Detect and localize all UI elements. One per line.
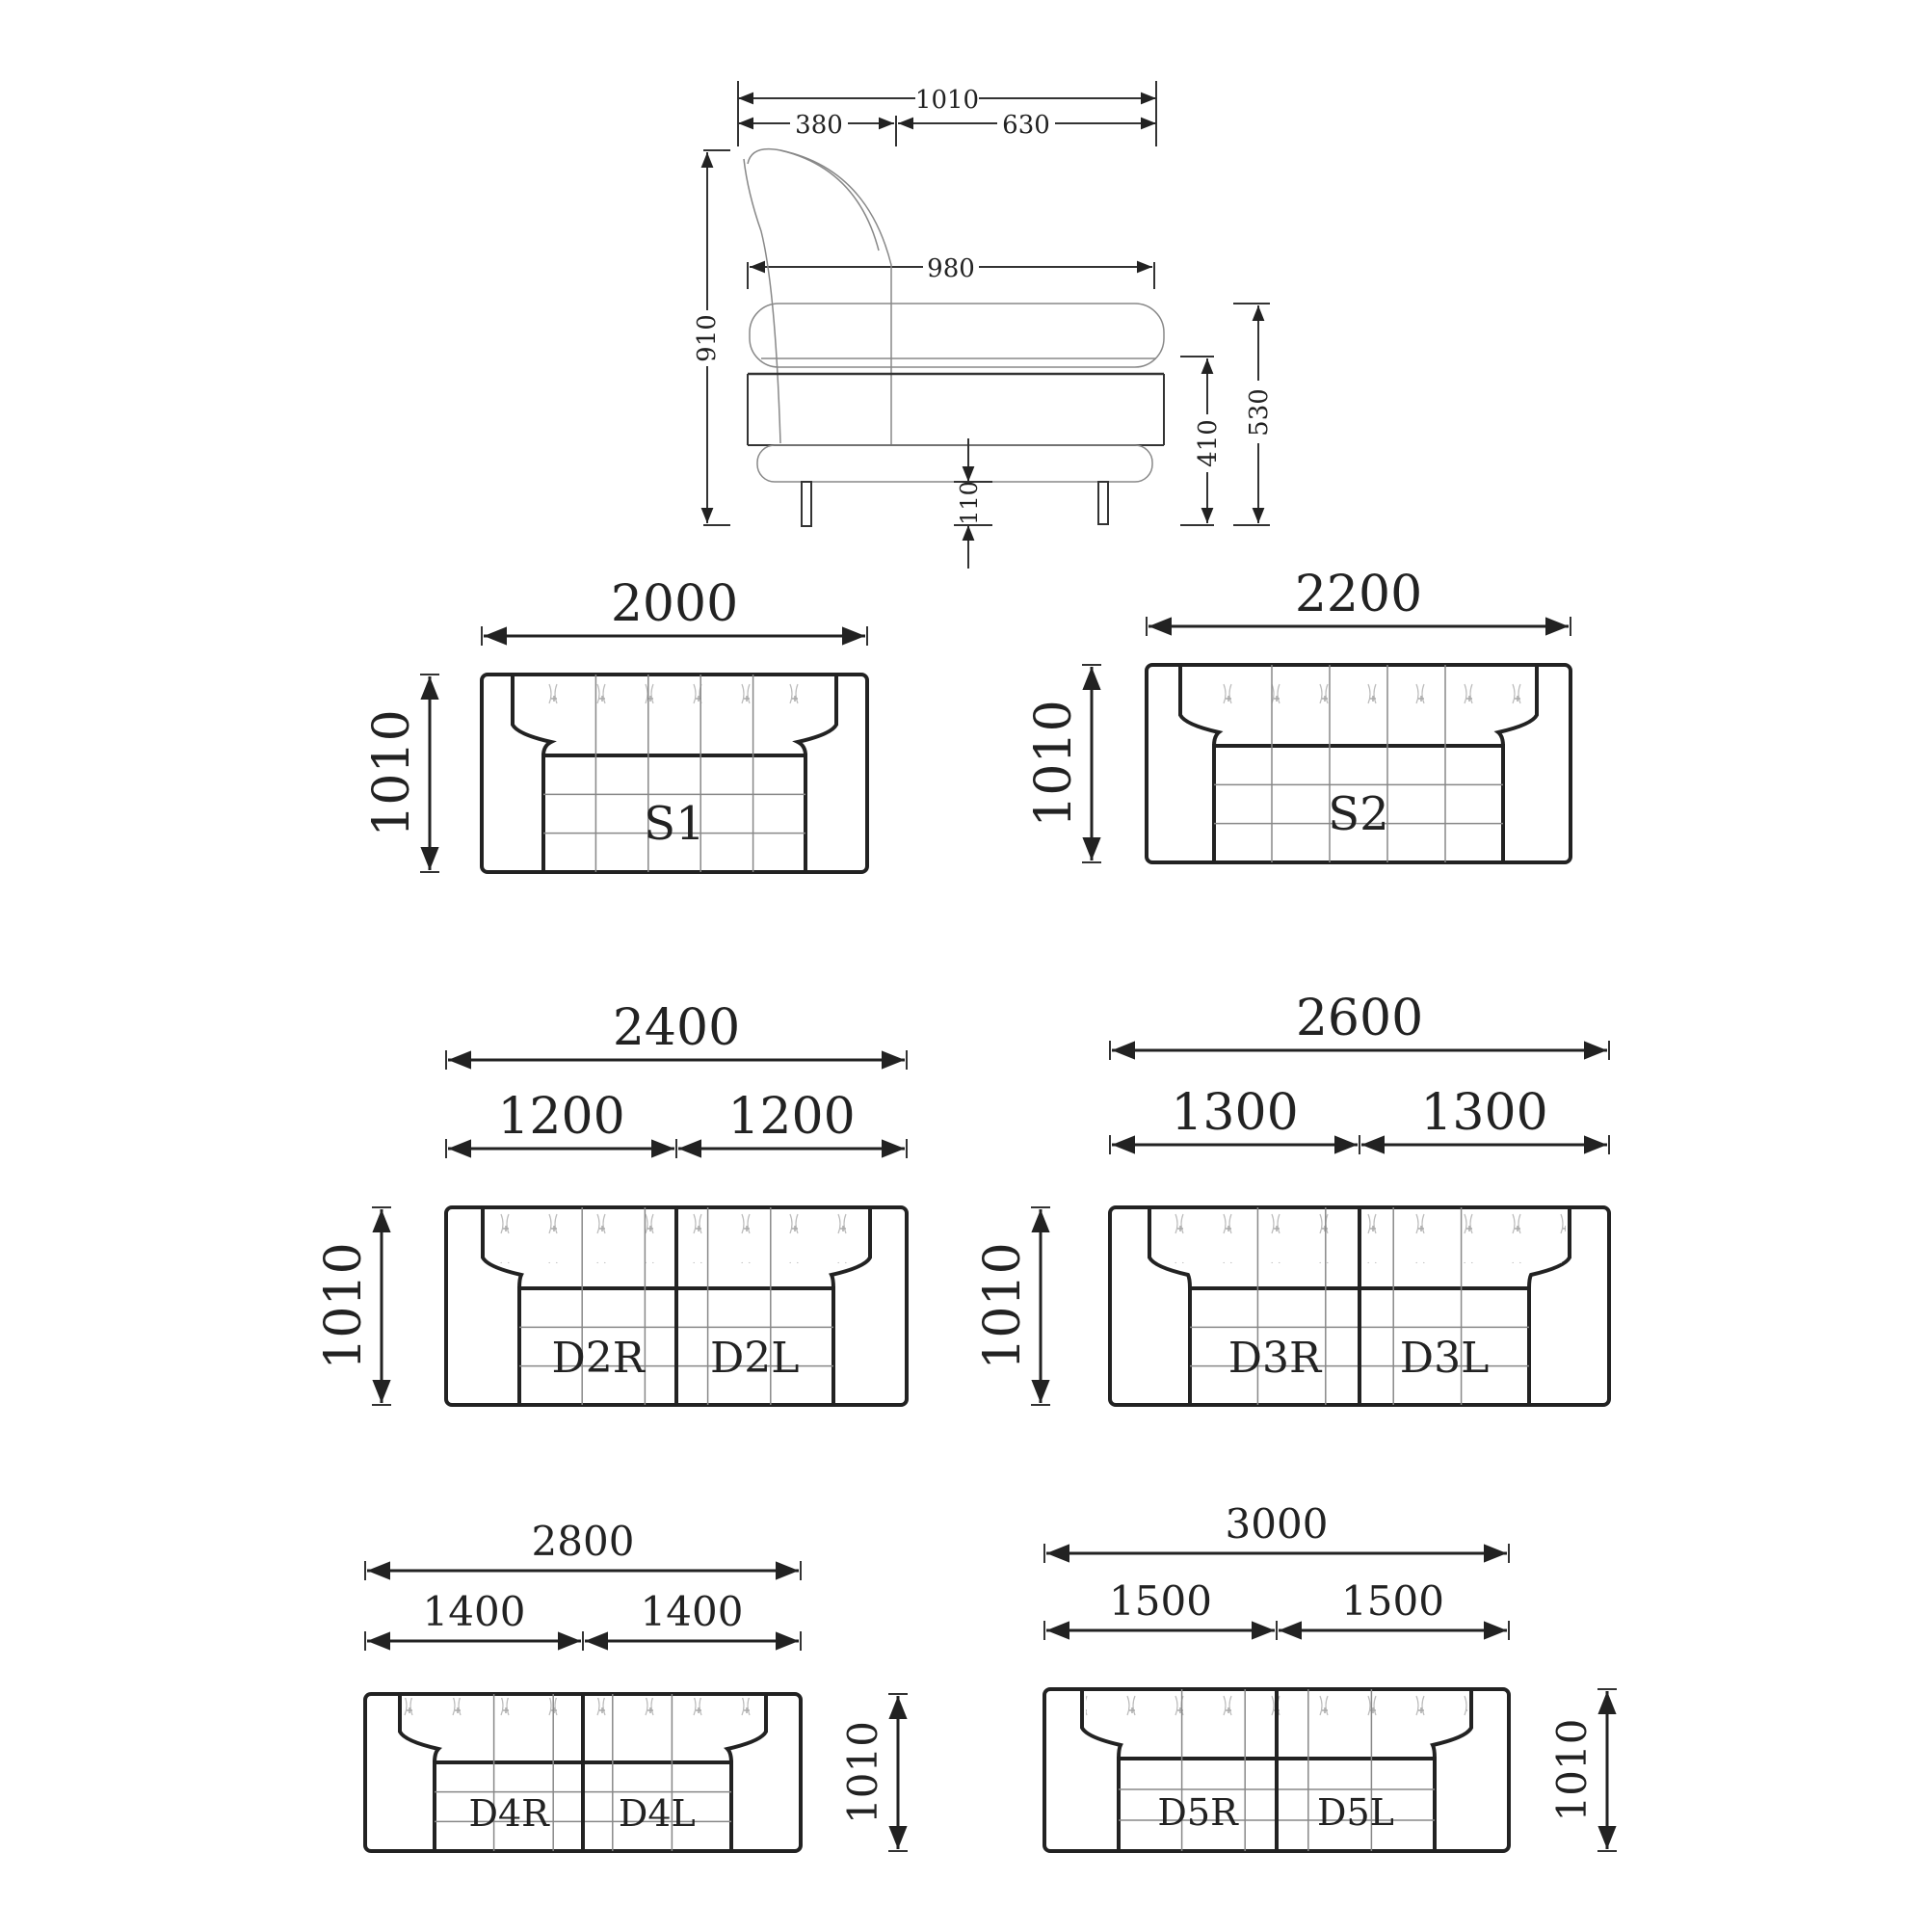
dim-seat-inner xyxy=(748,254,1154,289)
plan-d4 xyxy=(365,1518,908,1851)
dim-seat-top-height xyxy=(1233,304,1274,525)
plan-s2 xyxy=(1025,566,1571,862)
depth-label: 1010 xyxy=(1025,700,1083,828)
dim-back-seat-depth xyxy=(738,111,1156,146)
leg-height-label: 110 xyxy=(956,481,983,525)
module-label: D2L xyxy=(710,1334,800,1384)
dim-seat-height xyxy=(1180,357,1223,525)
module-width-label: 1500 xyxy=(1109,1577,1212,1625)
module-label: D4R xyxy=(468,1792,549,1836)
module-label: S2 xyxy=(1328,787,1389,842)
plan-d5 xyxy=(1044,1500,1617,1851)
module-label: D2R xyxy=(551,1334,645,1384)
depth-label: 1010 xyxy=(363,709,421,837)
plan-s1 xyxy=(363,575,867,872)
overall-width-label: 2200 xyxy=(1294,566,1423,623)
module-width-label: 1200 xyxy=(497,1088,625,1146)
module-width-label: 1500 xyxy=(1341,1577,1444,1625)
module-label: D5L xyxy=(1316,1791,1394,1835)
overall-depth-label: 1010 xyxy=(914,86,980,115)
seat-height-label: 410 xyxy=(1194,419,1223,467)
plan-views xyxy=(315,566,1617,1851)
overall-width-label: 3000 xyxy=(1225,1500,1329,1548)
depth-label: 1010 xyxy=(974,1242,1032,1370)
module-width-label: 1400 xyxy=(422,1588,526,1635)
module-label: D3L xyxy=(1399,1334,1490,1384)
module-label: D3R xyxy=(1227,1334,1322,1384)
overall-height-label: 910 xyxy=(693,314,722,362)
overall-width-label: 2600 xyxy=(1295,990,1424,1047)
module-width-label: 1300 xyxy=(1420,1084,1548,1142)
dim-overall-height xyxy=(693,150,730,525)
seat-depth-label: 630 xyxy=(1002,111,1050,140)
overall-width-label: 2000 xyxy=(610,575,739,633)
backrest-tufting xyxy=(516,678,832,730)
side-view xyxy=(693,81,1274,569)
plan-d2 xyxy=(315,999,907,1405)
overall-width-label: 2400 xyxy=(612,999,741,1057)
sofa-side-profile xyxy=(744,149,1164,526)
module-width-label: 1300 xyxy=(1171,1084,1299,1142)
module-label: D4L xyxy=(618,1792,696,1836)
back-depth-label: 380 xyxy=(795,111,843,140)
module-width-label: 1200 xyxy=(727,1088,856,1146)
overall-width-label: 2800 xyxy=(531,1518,635,1565)
module-width-label: 1400 xyxy=(640,1588,744,1635)
backrest-tufting xyxy=(1184,669,1533,721)
depth-label: 1010 xyxy=(839,1721,886,1824)
dim-leg-height xyxy=(954,438,992,569)
seat-inner-label: 980 xyxy=(927,254,975,283)
seat-top-height-label: 530 xyxy=(1245,388,1274,437)
plan-d3 xyxy=(974,990,1609,1405)
module-label: D5R xyxy=(1157,1791,1238,1835)
depth-label: 1010 xyxy=(315,1242,373,1370)
module-label: S1 xyxy=(644,797,705,852)
depth-label: 1010 xyxy=(1548,1718,1596,1822)
